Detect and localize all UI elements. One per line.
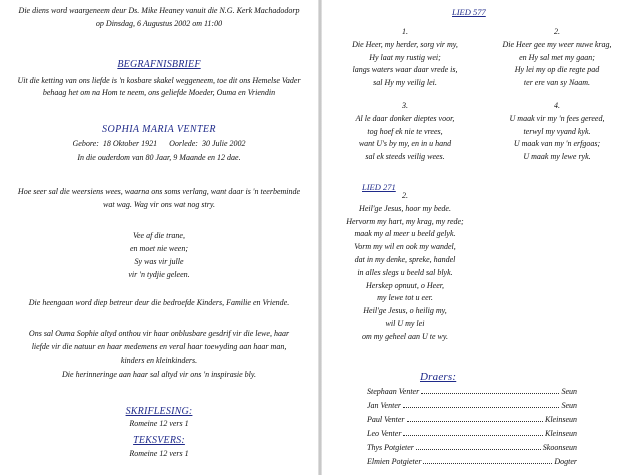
service-intro-line-1: Die diens word waargeneem deur Ds. Mike Heaney vanuit die N.G. Kerk Machadodorp [18, 6, 300, 15]
verse-line: terwyl my vyand kyk. [523, 126, 591, 136]
draer-relation: Kleinseun [545, 415, 577, 424]
draer-name: Elmien Potgieter [367, 457, 422, 466]
verse-line: Hervorm my hart, my krag, my rede; [346, 216, 464, 226]
lied-577-verse-1 [330, 27, 480, 89]
left-page [0, 0, 318, 475]
verse-line: U maak vir my 'n fees gereed, [509, 113, 605, 123]
verse-number: 2. [554, 27, 560, 36]
draer-row [367, 401, 577, 415]
draer-relation: Skoonseun [542, 443, 577, 452]
quote-line-2: wat wag. Wag vir ons wat nog stry. [103, 200, 215, 209]
verse-line: U maak van my 'n erfgoas; [513, 139, 601, 149]
verse-line: maak my al meer u beeld gelyk. [354, 229, 456, 239]
draer-row [367, 415, 577, 429]
draer-name: Leo Venter [367, 429, 402, 438]
verse-line: om my geheel aan U te wy. [362, 331, 448, 341]
poem-line-3: Sy was vir julle [134, 257, 184, 266]
dotted-leader [407, 421, 543, 422]
mourners-line: Die heengaan word diep betreur deur die bedroefde Kinders, Familie en Vriende. [28, 298, 290, 307]
verse-line: ter ere van sy Naam. [523, 78, 591, 88]
begrafnisbrief-line-1: Uit die ketting van ons liefde is 'n kosbare skakel weggeneem, toe dit ons Hemelse Vader [17, 76, 301, 85]
memory-line-2: liefde vir die natuur en haar medemens en veral haar toewyding aan haar man, [31, 342, 287, 351]
service-intro-line-2: op Dinsdag, 6 Augustus 2002 om 11:00 [95, 19, 223, 28]
draer-name: Stephaan Venter [367, 387, 420, 396]
memory-line-3: kinders en kleinkinders. [120, 356, 198, 365]
draer-name: Paul Venter [367, 415, 405, 424]
memory-line-4: Die herinneringe aan haar sal altyd vir ons 'n inspirasie bly. [62, 370, 256, 379]
verse-line: wil U my lei [385, 318, 425, 328]
poem-line-1: Vee af die trane, [133, 231, 185, 240]
verse-line: Die Heer, my herder, sorg vir my, [352, 39, 458, 49]
verse-line: in alles slegs u beeld sal blyk. [357, 267, 453, 277]
poem-line-4: vir 'n tydjie geleen. [128, 270, 190, 279]
draers-heading: Draers: [420, 371, 457, 383]
born-died-dates: Gebore: 18 Oktober 1921 Oorlede: 30 Julie 2002 [72, 139, 246, 148]
draer-row [367, 429, 577, 443]
begrafnisbrief-heading: BEGRAFNISBRIEF [117, 59, 201, 70]
verse-line: Heil'ge Jesus, o heilig my, [363, 306, 447, 316]
verse-number: 3. [402, 101, 408, 110]
dotted-leader [423, 463, 552, 464]
deceased-name: SOPHIA MARIA VENTER [102, 124, 216, 135]
verse-number: 4. [554, 101, 560, 110]
dotted-leader [416, 449, 541, 450]
verse-line: Herskep opnuut, o Heer, [366, 280, 444, 290]
lied-577-verse-2 [482, 27, 632, 89]
dotted-leader [421, 393, 559, 394]
right-page [322, 0, 640, 475]
verse-line: my lewe tot u eer. [377, 293, 433, 303]
lied-271-verse [330, 191, 480, 343]
skriflesing-heading: SKRIFLESING: [125, 406, 193, 417]
poem-line-2: en moet nie ween; [130, 244, 188, 253]
verse-line: Vorm my wil en ook my wandel, [354, 242, 456, 252]
draer-relation: Kleinseun [545, 429, 577, 438]
draer-row [367, 387, 577, 401]
lied-577-heading: LIED 577 [452, 7, 486, 17]
verse-line: Hy laat my rustig wei; [369, 52, 441, 62]
verse-line: sal Hy my veilig lei. [373, 78, 437, 88]
teksvers-heading: TEKSVERS: [133, 435, 185, 446]
dotted-leader [403, 407, 559, 408]
lied-577-verse-4 [482, 101, 632, 163]
draer-relation: Dogter [554, 457, 577, 466]
verse-line: want U's by my, en in u hand [358, 139, 452, 149]
memory-line-1: Ons sal Ouma Sophie altyd onthou vir haar onblusbare gesdrif vir die lewe, haar [28, 329, 290, 338]
skriflesing-reference: Romeine 12 vers 1 [129, 419, 189, 428]
verse-number: 1. [402, 27, 408, 36]
draer-row [367, 457, 577, 471]
dotted-leader [403, 435, 543, 436]
verse-line: langs waters waar daar vrede is, [352, 65, 458, 75]
draer-name: Jan Venter [367, 401, 401, 410]
verse-line: en Hy sal met my gaan; [519, 52, 595, 62]
verse-line: U maak my lewe ryk. [523, 152, 591, 162]
verse-number: 2. [402, 191, 408, 200]
draer-row [367, 443, 577, 457]
verse-line: Hy lei my op die regte pad [514, 65, 600, 75]
lied-271-heading: LIED 271 [362, 182, 396, 192]
verse-line: Heil'ge Jesus, hoor my bede. [359, 203, 451, 213]
age-line: In die ouderdom van 80 Jaar, 9 Maande en 12 dae. [77, 153, 241, 162]
draers-list [367, 387, 577, 471]
begrafnisbrief-line-2: behaag het om na Hom te neem, ons geliefde Moeder, Ouma en Vriendin [42, 88, 276, 97]
draer-relation: Seun [561, 401, 577, 410]
teksvers-reference: Romeine 12 vers 1 [129, 449, 189, 458]
verse-line: Die Heer gee my weer nuwe krag, [502, 39, 612, 49]
verse-line: dat in my denke, spreke, handel [354, 254, 456, 264]
quote-line-1: Hoe seer sal die weersiens wees, waarna ons soms verlang, want daar is 'n teerbeminde [17, 187, 301, 196]
verse-line: Al le daar donker dieptes voor, [355, 113, 455, 123]
verse-line: tog hoef ek nie te vrees, [367, 126, 443, 136]
verse-line: sal ek steeds veilig wees. [365, 152, 445, 162]
lied-577-verse-3 [330, 101, 480, 163]
draer-relation: Seun [561, 387, 577, 396]
draer-name: Thys Potgieter [367, 443, 414, 452]
